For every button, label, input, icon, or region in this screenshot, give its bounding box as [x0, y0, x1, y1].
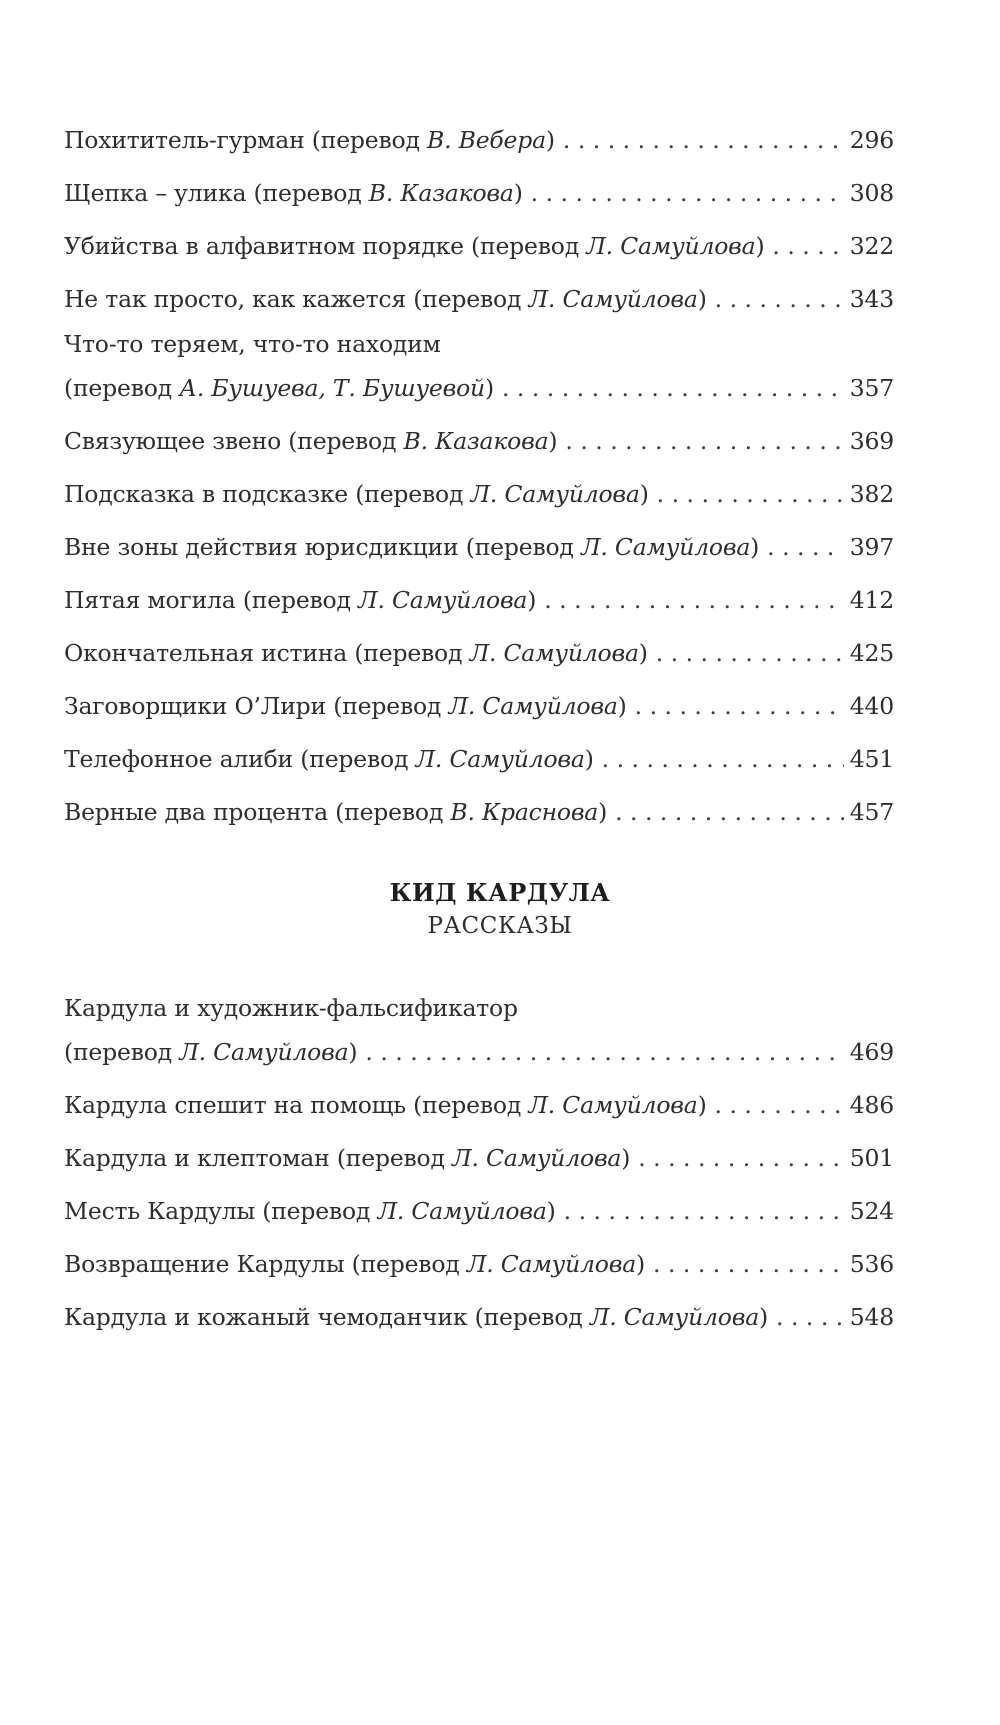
dot-leader: [564, 1185, 844, 1238]
page-number: 486: [849, 1091, 894, 1119]
entry-translator: Л. Самуйлова: [470, 480, 640, 508]
entry-title: Кардула и кожаный чемоданчик (перевод: [64, 1303, 590, 1331]
toc-entry[interactable]: Связующее звено (перевод В. Казакова) . . . 369: [64, 415, 894, 468]
dot-leader: [715, 273, 844, 326]
page-number: 457: [849, 798, 894, 826]
toc-entry[interactable]: Телефонное алиби (перевод Л. Самуйлова) . . . 451: [64, 733, 894, 786]
dot-leader: [638, 1132, 844, 1185]
page-number: 412: [849, 586, 894, 614]
dot-leader: [715, 1079, 844, 1132]
entry-translator: Л. Самуйлова: [179, 1038, 349, 1066]
entry-translator: Л. Самуйлова: [528, 1091, 698, 1119]
dot-leader: [767, 521, 844, 574]
page-number: 425: [849, 639, 894, 667]
page-number: 469: [849, 1038, 894, 1066]
page-number: 357: [849, 374, 894, 402]
entry-translator: Л. Самуйлова: [589, 1303, 760, 1331]
entry-translator: Л. Самуйлова: [377, 1197, 547, 1225]
dot-leader: [653, 1238, 844, 1291]
toc-entry[interactable]: Окончательная истина (перевод Л. Самуйлова) . . . 425: [64, 627, 894, 680]
entry-translator: Л. Самуйлова: [469, 639, 639, 667]
entry-title: Щепка – улика (перевод: [64, 179, 369, 207]
entry-title-line1: Кардула и художник-фальсификатор: [64, 994, 518, 1022]
dot-leader: [563, 114, 844, 167]
dot-leader: [365, 1026, 843, 1079]
entry-title: (перевод: [64, 1038, 180, 1066]
entry-title: Месть Кардулы (перевод: [64, 1197, 378, 1225]
entry-title: Окончательная истина (перевод: [64, 639, 470, 667]
dot-leader: [602, 733, 844, 786]
entry-title: Похититель-гурман (перевод: [64, 126, 428, 154]
toc-entry[interactable]: Что-то теряем, что-то находим (перевод А. Бушуева, Т. Бушуевой) . . . 357: [64, 326, 894, 415]
entry-title: Убийства в алфавитном порядке (перевод: [64, 232, 587, 260]
entry-title: Телефонное алиби (перевод: [64, 745, 416, 773]
entry-title: Подсказка в подсказке (перевод: [64, 480, 471, 508]
toc-entry[interactable]: Щепка – улика (перевод В. Казакова) . . . 308: [64, 167, 894, 220]
entry-translator: Л. Самуйлова: [452, 1144, 622, 1172]
toc-entry[interactable]: Кардула и кожаный чемоданчик (перевод Л. Самуйлова) . . . 548: [64, 1291, 894, 1344]
toc-entry[interactable]: Не так просто, как кажется (перевод Л. Самуйлова) . . . 343: [64, 273, 894, 326]
page-number: 451: [849, 745, 894, 773]
dot-leader: [772, 220, 843, 273]
page-number: 343: [849, 285, 894, 313]
toc-entry[interactable]: Похититель-гурман (перевод В. Вебера) . . . 296: [64, 114, 894, 167]
entry-translator: В. Краснова: [450, 798, 599, 826]
page-number: 501: [849, 1144, 894, 1172]
entry-translator: В. Вебера: [427, 126, 546, 154]
entry-translator: Л. Самуйлова: [358, 586, 528, 614]
toc-entry[interactable]: Подсказка в подсказке (перевод Л. Самуйлова) . . . 382: [64, 468, 894, 521]
section-subtitle: РАССКАЗЫ: [427, 913, 573, 939]
entry-translator: Л. Самуйлова: [448, 692, 618, 720]
entry-title: Кардула и клептоман (перевод: [64, 1144, 453, 1172]
toc-entry[interactable]: Пятая могила (перевод Л. Самуйлова) . . . 412: [64, 574, 894, 627]
toc-entry[interactable]: Верные два процента (перевод В. Краснова) . . . 457: [64, 786, 894, 839]
entry-translator: В. Казакова: [368, 179, 514, 207]
dot-leader: [657, 468, 844, 521]
dot-leader: [565, 415, 843, 468]
section-heading: [0, 878, 1000, 939]
dot-leader: [656, 627, 844, 680]
toc-entry[interactable]: Возвращение Кардулы (перевод Л. Самуйлова) . . . 536: [64, 1238, 894, 1291]
entry-title: Кардула спешит на помощь (перевод: [64, 1091, 529, 1119]
entry-translator: Л. Самуйлова: [466, 1250, 637, 1278]
toc-list-part2: [64, 990, 894, 1344]
page-number: 536: [849, 1250, 894, 1278]
entry-translator: Л. Самуйлова: [586, 232, 756, 260]
dot-leader: [544, 574, 844, 627]
entry-translator: Л. Самуйлова: [528, 285, 698, 313]
entry-translator: Л. Самуйлова: [580, 533, 751, 561]
entry-title: Не так просто, как кажется (перевод: [64, 285, 529, 313]
entry-title: Заговорщики О’Лири (перевод: [64, 692, 449, 720]
page-number: 322: [849, 232, 894, 260]
page-number: 382: [849, 480, 894, 508]
entry-title: Верные два процента (перевод: [64, 798, 451, 826]
dot-leader: [615, 786, 844, 839]
page-number: 440: [849, 692, 894, 720]
toc-entry[interactable]: Кардула и художник-фальсификатор (перевод Л. Самуйлова) . . . 469: [64, 990, 894, 1079]
dot-leader: [635, 680, 844, 733]
toc-entry[interactable]: Месть Кардулы (перевод Л. Самуйлова) . . . 524: [64, 1185, 894, 1238]
toc-entry[interactable]: Кардула и клептоман (перевод Л. Самуйлова) . . . 501: [64, 1132, 894, 1185]
entry-title: Связующее звено (перевод: [64, 427, 404, 455]
toc-entry[interactable]: Вне зоны действия юрисдикции (перевод Л. Самуйлова) . . . 397: [64, 521, 894, 574]
page-number: 296: [849, 126, 894, 154]
dot-leader: [776, 1291, 844, 1344]
dot-leader: [531, 167, 844, 220]
page-number: 524: [849, 1197, 894, 1225]
page-number: 308: [849, 179, 894, 207]
page-number: 369: [849, 427, 894, 455]
entry-translator: А. Бушуева, Т. Бушуевой: [179, 374, 485, 402]
toc-entry[interactable]: Кардула спешит на помощь (перевод Л. Самуйлова) . . . 486: [64, 1079, 894, 1132]
toc-entry[interactable]: Убийства в алфавитном порядке (перевод Л. Самуйлова) . . . 322: [64, 220, 894, 273]
entry-title: Пятая могила (перевод: [64, 586, 359, 614]
entry-title: (перевод: [64, 374, 180, 402]
dot-leader: [502, 362, 844, 415]
entry-translator: В. Казакова: [403, 427, 549, 455]
entry-title: Вне зоны действия юрисдикции (перевод: [64, 533, 581, 561]
toc-entry[interactable]: Заговорщики О’Лири (перевод Л. Самуйлова) . . . 440: [64, 680, 894, 733]
section-title: КИД КАРДУЛА: [389, 878, 611, 907]
page-number: 548: [849, 1303, 894, 1331]
entry-title-line1: Что-то теряем, что-то находим: [64, 330, 441, 358]
entry-translator: Л. Самуйлова: [415, 745, 585, 773]
toc-list-part1: [64, 114, 894, 839]
page-number: 397: [849, 533, 894, 561]
entry-title: Возвращение Кардулы (перевод: [64, 1250, 467, 1278]
